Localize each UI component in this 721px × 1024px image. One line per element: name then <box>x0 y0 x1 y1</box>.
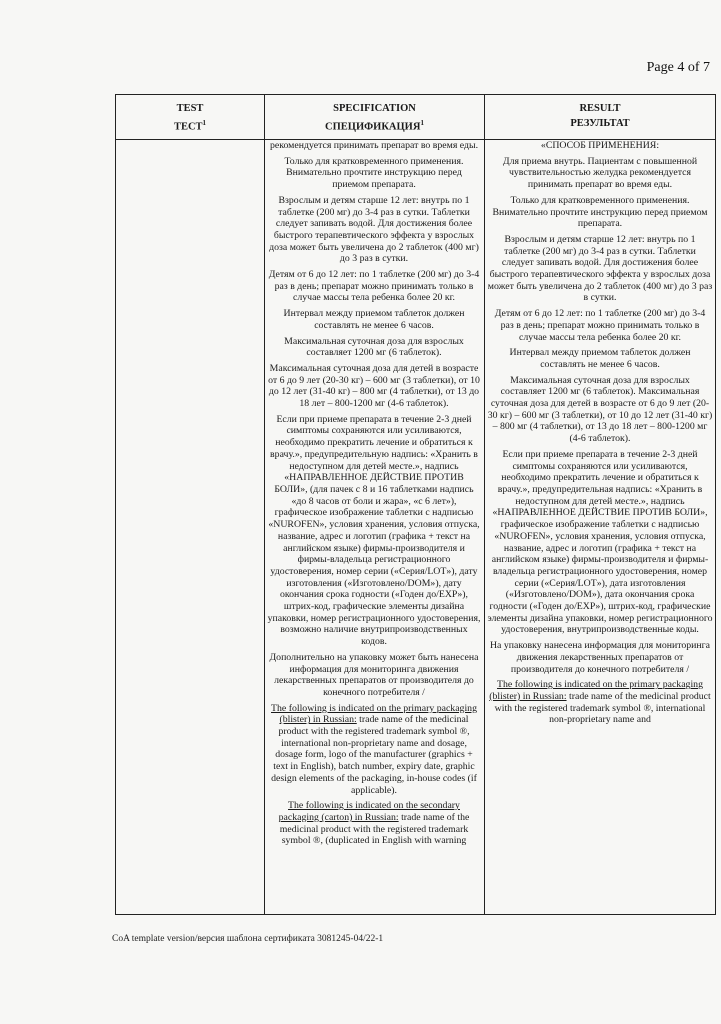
result-header-en: RESULT <box>579 103 621 114</box>
spec-paragraph: Детям от 6 до 12 лет: по 1 таблетке (200 мг) до 3-4 раз в день; препарат можно принимать только в случае массы тела ребенка более 20 кг. <box>268 269 480 304</box>
result-paragraph: Интервал между приемом таблеток должен составлять не менее 6 часов. <box>509 347 691 370</box>
underlined-heading: The following is indicated on the primary packaging (blister) in Russian: <box>489 679 703 702</box>
spec-paragraph: Взрослым и детям старше 12 лет: внутрь по 1 таблетке (200 мг) до 3-4 раз в сутки. Таблетки следует запивать водой. Для достижения более быстрого терапевтического эффекта у взрослых доза может быть увеличена до 2 таблеток (400 мг) до 3 раз в сутки. <box>269 194 479 265</box>
test-column-header <box>116 101 264 137</box>
spec-paragraph: Максимальная суточная доза для взрослых составляет 1200 мг (6 таблеток). <box>284 335 464 359</box>
result-column-header <box>485 101 715 137</box>
template-version-footer: CoA template version/версия шаблона сертификата 3081245-04/22-1 <box>112 934 384 944</box>
result-paragraph: Если при приеме препарата в течение 2-3 дней симптомы сохраняются или усиливаются, необходимо прекратить лечение и обратиться к врачу.», предупредительная надпись: «Хранить в недоступном для детей месте.», надпись «НАПРАВЛЕННОЕ ДЕЙСТВИЕ ПРОТИВ БОЛИ», графическое изображение таблетки с надписью «NUROFEN», условия хранения, условия отпуска, название, адрес и логотип (графика + текст на английском языке) фирмы-производителя и фирмы-владельца регистрационного удостоверения, номер серии («Серия/LOT»), дата изготовления («Изготовлено/DOM»), дата окончания срока годности («Годен до/EXP»), штрих-код, графические элементы дизайна упаковки, номер регистрационного удостоверения, внутрипроизводственные коды. <box>487 448 713 636</box>
column-divider <box>484 95 485 914</box>
spec-english-secondary: The following is indicated on the secondary packaging (carton) in Russian: trade name of the medicinal product with the registered trademark symbol ®, (duplicated in English with warning <box>278 800 470 847</box>
specification-column-header <box>265 101 484 137</box>
coa-table <box>115 94 716 915</box>
underlined-heading: The following is indicated on the secondary packaging (carton) in Russian: <box>278 800 460 823</box>
spec-header-ru: СПЕЦИФИКАЦИЯ$^1$ <box>325 119 424 133</box>
column-divider <box>264 95 265 914</box>
page-number: Page 4 of 7 <box>646 60 710 75</box>
spec-paragraph: Если при приеме препарата в течение 2-3 дней симптомы сохраняются или усиливаются, необходимо прекратить лечение и обратиться к врачу.», предупредительную надпись: «Хранить в недоступном для детей месте.», надпись «НАПРАВЛЕННОЕ ДЕЙСТВИЕ ПРОТИВ БОЛИ», (для пачек с 8 и 16 таблетками надпись «до 8 часов от боли и жара», «с 6 лет»), графическое изображение таблетки с надписью «NUROFEN», условия хранения, условия отпуска, название, адрес и логотип (графика + текст на английском языке) фирмы-производителя и фирмы-владельца регистрационного удостоверения, номер серии («Серия/LOT»), дату изготовления («Изготовлено/DOM»), дату окончания срока годности («Годен до/EXP»), штрих-код, графические элементы дизайна упаковки, номер регистрационного удостоверения, возможно наличие внутрипроизводственных кодов. <box>267 413 481 648</box>
spec-english-primary: The following is indicated on the primary packaging (blister) in Russian: trade name of the medicinal product with the registered trademark symbol ®, international non-proprietary name and dosage, dosage form, logo of the manufacturer (graphics + text in English), batch number, expiry date, graphic design elements of the packaging, in-house codes (if applicable). <box>271 702 477 796</box>
result-paragraph: «СПОСОБ ПРИМЕНЕНИЯ: <box>540 140 660 151</box>
result-paragraph: Для приема внутрь. Пациентам с повышенной чувствительностью желудка рекомендуется принимать препарат во время еды. <box>502 155 698 191</box>
result-cell <box>487 140 713 914</box>
result-paragraph: Максимальная суточная доза для взрослых составляет 1200 мг (6 таблеток). Максимальная суточная доза для детей в возрасте от 6 до 9 лет (20-30 кг) – 600 мг (3 таблетки), от 10 до 12 лет (31-40 кг) – 800 мг (4 таблетки), от 13 до 18 лет – 800-1200 мг (4-6 таблеток). <box>487 374 713 445</box>
test-header-ru: ТЕСТ$^1$ <box>173 119 207 133</box>
test-header-en: TEST <box>176 103 204 114</box>
spec-header-en: SPECIFICATION <box>333 103 416 114</box>
spec-paragraph: Интервал между приемом таблеток должен составлять не менее 6 часов. <box>283 308 465 331</box>
result-paragraph: Только для кратковременного применения. Внимательно прочтите инструкцию перед приемом препарата. <box>492 194 708 230</box>
spec-paragraph: Максимальная суточная доза для детей в возрасте от 6 до 9 лет (20-30 кг) – 600 мг (3 таблетки), от 10 до 12 лет (31-40 кг) – 800 мг (4 таблетки), от 13 до 18 лет – 800-1200 мг (4-6 таблеток). <box>268 362 480 410</box>
spec-paragraph: Дополнительно на упаковку может быть нанесена информация для мониторинга движения лекарственных препаратов от производителя до конечного потребителя / <box>269 651 479 698</box>
result-english-primary: The following is indicated on the primary packaging (blister) in Russian: trade name of the medicinal product with the registered trademark symbol ®, international non-proprietary name and <box>489 679 711 726</box>
spec-paragraph: Только для кратковременного применения. Внимательно прочтите инструкцию перед приемом препарата. <box>284 155 464 191</box>
result-paragraph: Детям от 6 до 12 лет: по 1 таблетке (200 мг) до 3-4 раз в день; препарат можно принимать только в случае массы тела ребенка более 20 кг. <box>494 308 706 343</box>
specification-cell <box>267 140 481 914</box>
result-paragraph: На упаковку нанесена информация для мониторинга движения лекарственных препаратов от производителя до конечного потребителя / <box>489 640 711 675</box>
result-header-ru: РЕЗУЛЬТАТ <box>570 118 630 129</box>
spec-paragraph: рекомендуется принимать препарат во время еды. <box>269 140 479 151</box>
underlined-heading: The following is indicated on the primary packaging (blister) in Russian: <box>271 702 477 726</box>
result-paragraph: Взрослым и детям старше 12 лет: внутрь по 1 таблетке (200 мг) до 3-4 раз в сутки. Таблетки следует запивать водой. Для достижения более быстрого терапевтического эффекта у взрослых доза может быть увеличена до 2 таблеток (400 мг) до 3 раз в сутки. <box>487 233 713 304</box>
